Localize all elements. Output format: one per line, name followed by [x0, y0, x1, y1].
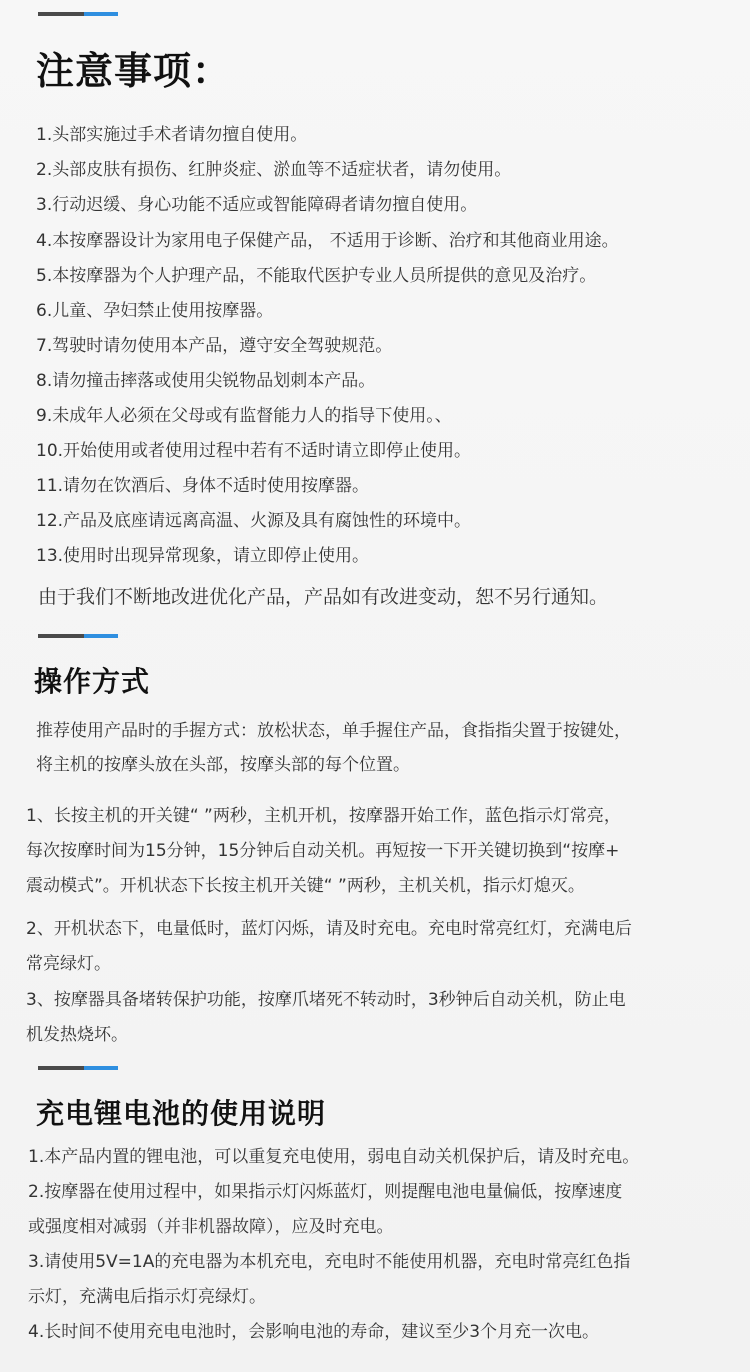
notice-item: 9.未成年人必须在父母或有监督能力人的指导下使用。、: [36, 406, 452, 426]
notice-item: 6.儿童、孕妇禁止使用按摩器。: [36, 301, 274, 321]
battery-line: 示灯，充满电后指示灯亮绿灯。: [28, 1287, 266, 1307]
battery-line: 4.长时间不使用充电电池时，会影响电池的寿命，建议至少3个月充一次电。: [28, 1322, 600, 1342]
operation-step: 2、开机状态下，电量低时，蓝灯闪烁，请及时充电。充电时常亮红灯，充满电后: [26, 919, 632, 939]
battery-line: 1.本产品内置的锂电池，可以重复充电使用，弱电自动关机保护后，请及时充电。: [28, 1147, 640, 1167]
notice-item: 3.行动迟缓、身心功能不适应或智能障碍者请勿擅自使用。: [36, 195, 478, 215]
operation-title: 操作方式: [34, 665, 151, 698]
section-divider-bar: [38, 634, 118, 638]
battery-line: 或强度相对减弱（并非机器故障），应及时充电。: [28, 1217, 394, 1237]
operation-intro: 将主机的按摩头放在头部，按摩头部的每个位置。: [36, 755, 410, 775]
operation-step: 震动模式”。开机状态下长按主机开关键“ ”两秒，主机关机，指示灯熄灭。: [26, 876, 585, 896]
notice-item: 4.本按摩器设计为家用电子保健产品， 不适用于诊断、治疗和其他商业用途。: [36, 231, 619, 251]
operation-step: 常亮绿灯。: [26, 954, 111, 974]
battery-line: 2.按摩器在使用过程中，如果指示灯闪烁蓝灯，则提醒电池电量偏低，按摩速度: [28, 1182, 623, 1202]
notice-item: 7.驾驶时请勿使用本产品，遵守安全驾驶规范。: [36, 336, 393, 356]
operation-intro: 推荐使用产品时的手握方式：放松状态，单手握住产品，食指指尖置于按键处，: [36, 721, 631, 741]
notice-item: 11.请勿在饮酒后、身体不适时使用按摩器。: [36, 476, 370, 496]
operation-step: 1、长按主机的开关键“ ”两秒，主机开机，按摩器开始工作，蓝色指示灯常亮，: [26, 806, 621, 826]
battery-line: 3.请使用5V=1A的充电器为本机充电，充电时不能使用机器，充电时常亮红色指: [28, 1252, 631, 1272]
operation-step: 每次按摩时间为15分钟，15分钟后自动关机。再短按一下开关键切换到“按摩+: [26, 841, 620, 861]
notice-item: 2.头部皮肤有损伤、红肿炎症、淤血等不适症状者，请勿使用。: [36, 160, 512, 180]
notice-title: 注意事项：: [36, 49, 232, 93]
notice-item: 13.使用时出现异常现象，请立即停止使用。: [36, 546, 370, 566]
section-divider-bar: [38, 1066, 118, 1070]
notice-item: 10.开始使用或者使用过程中若有不适时请立即停止使用。: [36, 441, 472, 461]
notice-footer: 由于我们不断地改进优化产品，产品如有改进变动，恕不另行通知。: [38, 586, 609, 608]
notice-item: 1.头部实施过手术者请勿擅自使用。: [36, 125, 308, 145]
section-divider-bar: [38, 12, 118, 16]
notice-item: 5.本按摩器为个人护理产品，不能取代医护专业人员所提供的意见及治疗。: [36, 266, 597, 286]
notice-item: 12.产品及底座请远离高温、火源及具有腐蚀性的环境中。: [36, 511, 472, 531]
notice-item: 8.请勿撞击摔落或使用尖锐物品划刺本产品。: [36, 371, 376, 391]
operation-step: 机发热烧坏。: [26, 1025, 128, 1045]
operation-step: 3、按摩器具备堵转保护功能，按摩爪堵死不转动时，3秒钟后自动关机，防止电: [26, 990, 626, 1010]
battery-title: 充电锂电池的使用说明: [36, 1097, 327, 1130]
